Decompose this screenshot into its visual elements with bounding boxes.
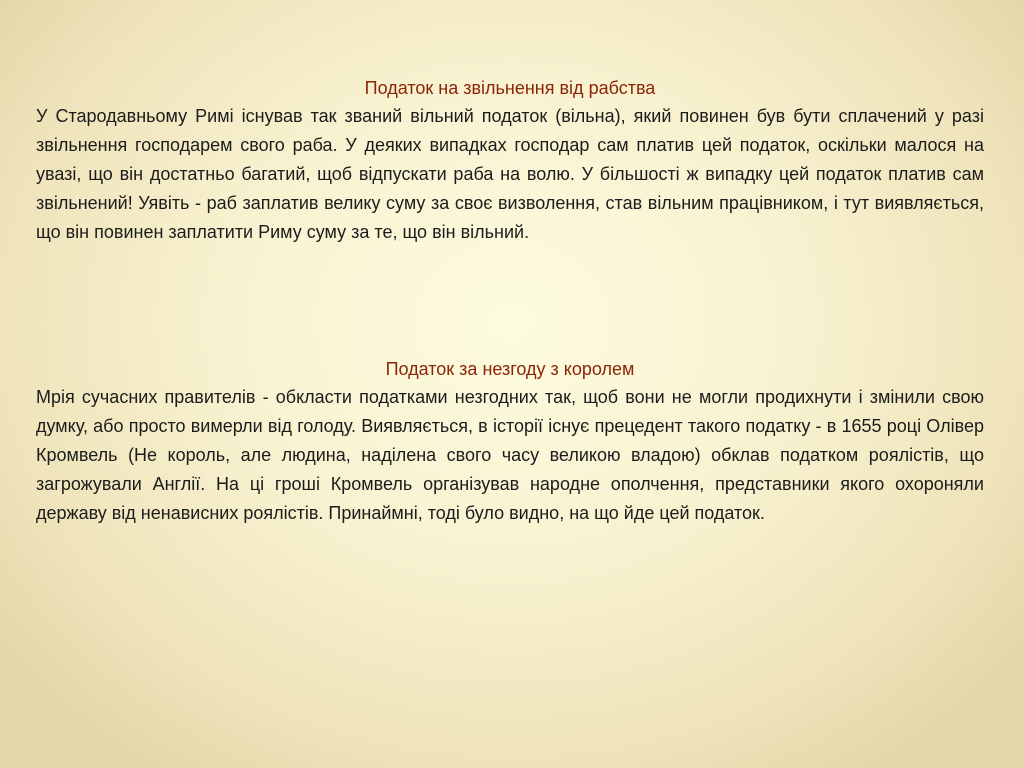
section-body: Мрія сучасних правителів - обкласти податками незгодних так, щоб вони не могли продихнути і змінили свою думку, або просто вимерли від голоду. Виявляється, в історії існує прецедент такого податку - в 1655 році Олівер Кромвель (Не король, але людина, наділена свого часу великою владою) обклав податком роялістів, що загрожували Англії. На ці гроші Кромвель організував народне ополчення, представники якого охороняли державу від ненависних роялістів. Принаймні, тоді було видно, на що йде цей податок. — [36, 387, 984, 523]
section-title: Податок на звільнення від рабства — [364, 78, 656, 98]
section-slavery-tax — [36, 76, 984, 247]
section-body: У Стародавньому Римі існував так званий вільний податок (вільна), який повинен був бути сплачений у разі звільнення господарем свого раба. У деяких випадках господар сам платив цей податок, оскільки малося на увазі, що він достатньо багатий, щоб відпускати раба на волю. У більшості ж випадку цей податок платив сам звільнений! Уявіть - раб заплатив велику суму за своє визволення, став вільним працівником, і тут виявляється, що він повинен заплатити Риму суму за те, що він вільний. — [36, 106, 984, 242]
section-title: Податок за незгоду з королем — [385, 359, 635, 379]
section-dissent-tax — [36, 357, 984, 528]
